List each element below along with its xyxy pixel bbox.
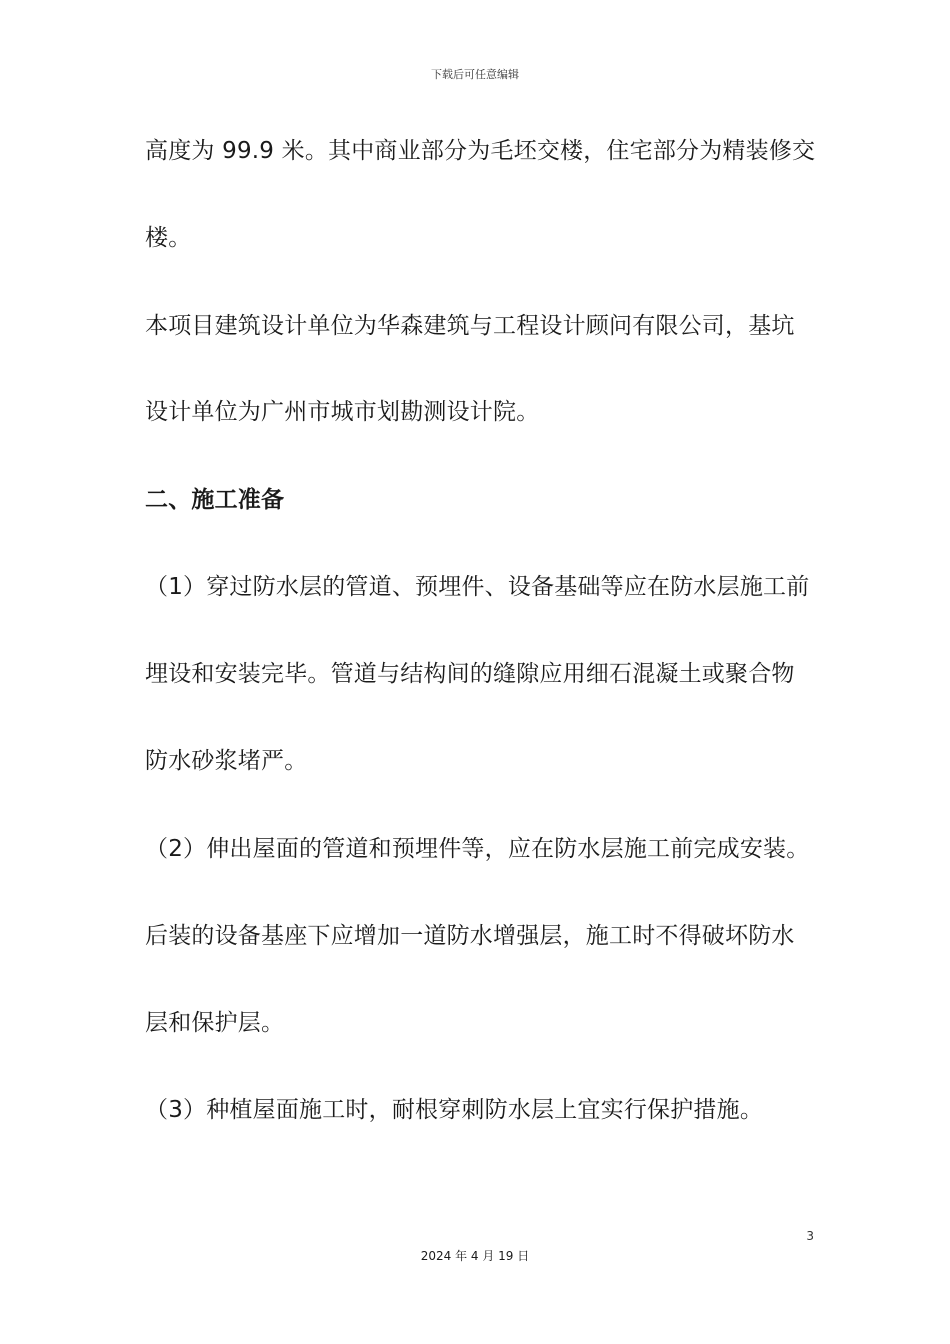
body-line: （3）种植屋面施工时，耐根穿刺防水层上宜实行保护措施。 <box>145 1097 764 1123</box>
body-line: 设计单位为广州市城市划勘测设计院。 <box>145 399 540 425</box>
body-line: 本项目建筑设计单位为华森建筑与工程设计顾问有限公司，基坑 <box>145 313 795 339</box>
body-line: （2）伸出屋面的管道和预埋件等，应在防水层施工前完成安装。 <box>145 836 810 862</box>
body-line: 防水砂浆堵严。 <box>145 748 308 774</box>
body-line: 高度为 99.9 米。其中商业部分为毛坯交楼，住宅部分为精装修交 <box>145 138 816 164</box>
body-line: 楼。 <box>145 225 192 251</box>
footer-date: 2024 年 4 月 19 日 <box>420 1249 530 1263</box>
body-line: 埋设和安装完毕。管道与结构间的缝隙应用细石混凝土或聚合物 <box>145 661 795 687</box>
body-line: 层和保护层。 <box>145 1010 285 1036</box>
section-heading: 二、施工准备 <box>145 487 285 513</box>
body-line: 后装的设备基座下应增加一道防水增强层，施工时不得破坏防水 <box>145 923 795 949</box>
page-header: 下载后可任意编辑 <box>431 68 519 81</box>
page-number: 3 <box>806 1229 814 1243</box>
body-line: （1）穿过防水层的管道、预埋件、设备基础等应在防水层施工前 <box>145 574 810 600</box>
